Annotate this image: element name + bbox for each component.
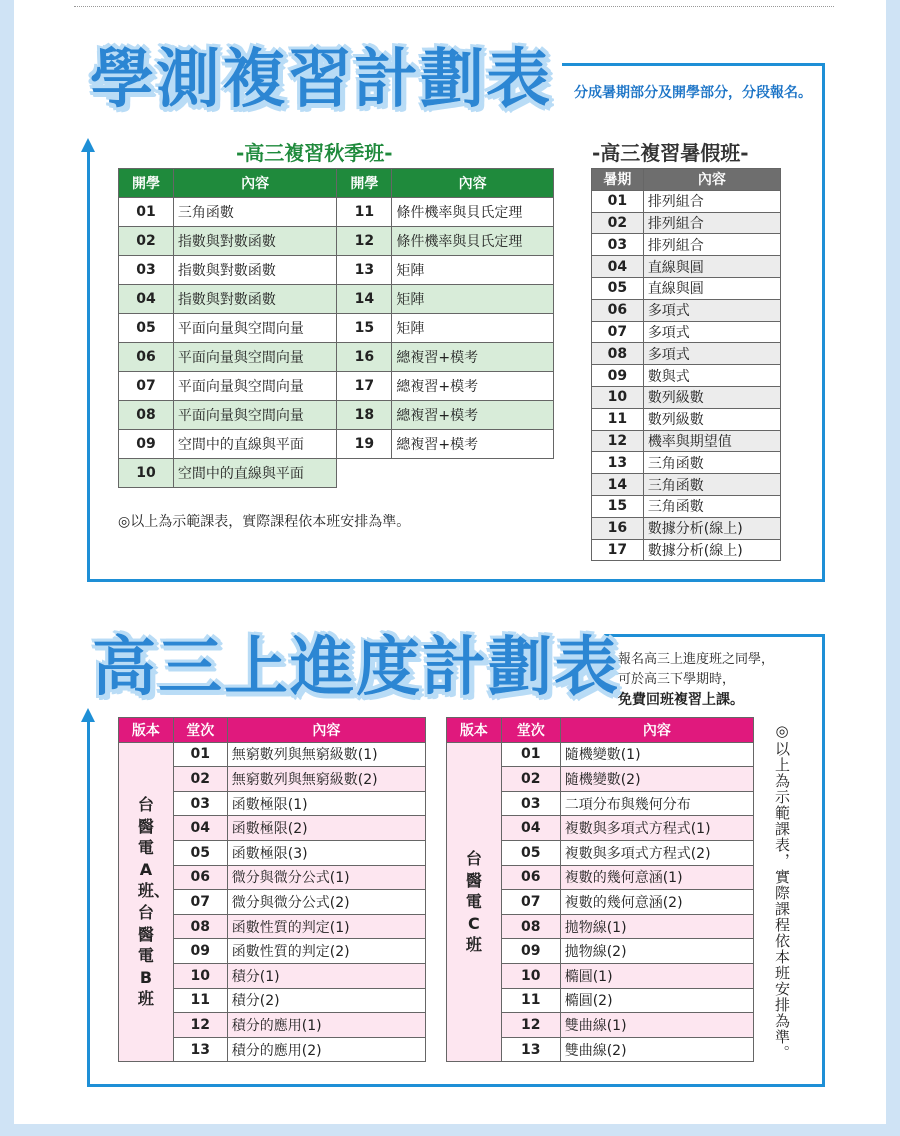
lesson-content: 數與式 (643, 365, 780, 387)
session-content: 函數性質的判定(2) (227, 939, 425, 964)
lesson-number: 01 (119, 198, 174, 227)
lesson-content: 三角函數 (643, 474, 780, 496)
session-content: 積分(1) (227, 963, 425, 988)
section2-note-line2: 可於高三下學期時， (618, 672, 736, 687)
fall-class-title: -高三複習秋季班- (236, 141, 393, 165)
session-number: 02 (501, 767, 560, 792)
table-row (119, 285, 554, 314)
lesson-number: 15 (592, 495, 644, 517)
lesson-number: 12 (337, 227, 392, 256)
lesson-content: 矩陣 (392, 314, 554, 343)
fall-schedule-table (118, 168, 554, 488)
lesson-number: 07 (592, 321, 644, 343)
class-version-label: 台醫電C班 (465, 848, 482, 955)
table-row (119, 256, 554, 285)
progress-table-ab (118, 717, 426, 1062)
lesson-content: 指數與對數函數 (173, 256, 337, 285)
top-dotted-divider (74, 6, 834, 7)
session-number: 13 (173, 1037, 227, 1062)
section2-top-border (604, 634, 824, 637)
table-row (592, 452, 781, 474)
lesson-number: 04 (592, 256, 644, 278)
empty-cell (337, 459, 392, 488)
lesson-number: 10 (119, 459, 174, 488)
table-row (119, 343, 554, 372)
session-number: 06 (173, 865, 227, 890)
lesson-content: 指數與對數函數 (173, 285, 337, 314)
session-content: 二項分布與幾何分布 (560, 791, 753, 816)
header-content: 內容 (643, 169, 780, 191)
lesson-number: 08 (119, 401, 174, 430)
empty-cell (392, 459, 554, 488)
lesson-number: 16 (337, 343, 392, 372)
lesson-content: 數列級數 (643, 386, 780, 408)
section1-frame-right-top (819, 63, 825, 153)
lesson-number: 14 (592, 474, 644, 496)
session-number: 08 (173, 914, 227, 939)
lesson-number: 06 (119, 343, 174, 372)
lesson-number: 02 (119, 227, 174, 256)
session-content: 微分與微分公式(1) (227, 865, 425, 890)
lesson-content: 數據分析(線上) (643, 539, 780, 561)
session-content: 微分與微分公式(2) (227, 890, 425, 915)
session-content: 複數與多項式方程式(2) (560, 840, 753, 865)
header-content: 內容 (173, 169, 337, 198)
session-number: 07 (173, 890, 227, 915)
section2-side-note: ◎以上為示範課表，實際課程依本班安排為準。 (773, 722, 791, 1061)
section2-note-line3: 免費回班複習上課。 (618, 692, 744, 708)
table-row (592, 299, 781, 321)
header-term: 開學 (337, 169, 392, 198)
lesson-content: 三角函數 (173, 198, 337, 227)
lesson-content: 平面向量與空間向量 (173, 401, 337, 430)
header-term: 開學 (119, 169, 174, 198)
lesson-content: 空間中的直線與平面 (173, 430, 337, 459)
lesson-content: 數據分析(線上) (643, 517, 780, 539)
session-number: 10 (501, 963, 560, 988)
table-row (592, 386, 781, 408)
session-content: 無窮數列與無窮級數(2) (227, 767, 425, 792)
header-session: 堂次 (173, 718, 227, 743)
lesson-content: 總複習+模考 (392, 401, 554, 430)
session-content: 隨機變數(2) (560, 767, 753, 792)
header-content: 內容 (392, 169, 554, 198)
lesson-content: 平面向量與空間向量 (173, 372, 337, 401)
progress-table-c (446, 717, 754, 1062)
lesson-number: 03 (592, 234, 644, 256)
session-content: 複數的幾何意涵(2) (560, 890, 753, 915)
table-row (592, 277, 781, 299)
table-row (447, 742, 754, 767)
session-number: 07 (501, 890, 560, 915)
class-version (119, 742, 174, 1062)
session-number: 06 (501, 865, 560, 890)
header-content: 內容 (227, 718, 425, 743)
session-number: 05 (501, 840, 560, 865)
table-row (119, 742, 426, 767)
lesson-number: 13 (592, 452, 644, 474)
section2-note (618, 650, 774, 710)
lesson-content: 總複習+模考 (392, 343, 554, 372)
table-row (119, 401, 554, 430)
lesson-content: 平面向量與空間向量 (173, 314, 337, 343)
table-row (119, 430, 554, 459)
arrow-up-icon (81, 138, 95, 152)
table-row (592, 321, 781, 343)
lesson-number: 09 (592, 365, 644, 387)
session-content: 積分的應用(1) (227, 1013, 425, 1038)
table-row (592, 256, 781, 278)
session-number: 09 (173, 939, 227, 964)
lesson-content: 直線與圓 (643, 277, 780, 299)
session-content: 函數極限(3) (227, 840, 425, 865)
class-version (447, 742, 502, 1062)
lesson-content: 指數與對數函數 (173, 227, 337, 256)
table-row (592, 365, 781, 387)
lesson-content: 條件機率與貝氏定理 (392, 227, 554, 256)
header-content: 內容 (560, 718, 753, 743)
summer-class-title: -高三複習暑假班- (592, 141, 749, 165)
arrow-up-icon (81, 708, 95, 722)
lesson-number: 01 (592, 190, 644, 212)
table-row (592, 190, 781, 212)
lesson-content: 矩陣 (392, 256, 554, 285)
session-content: 複數與多項式方程式(1) (560, 816, 753, 841)
lesson-content: 平面向量與空間向量 (173, 343, 337, 372)
lesson-content: 排列組合 (643, 190, 780, 212)
lesson-content: 總複習+模考 (392, 430, 554, 459)
session-number: 12 (501, 1013, 560, 1038)
lesson-number: 07 (119, 372, 174, 401)
section2-note-line1: 報名高三上進度班之同學， (618, 652, 775, 667)
lesson-number: 12 (592, 430, 644, 452)
lesson-number: 02 (592, 212, 644, 234)
lesson-number: 10 (592, 386, 644, 408)
lesson-content: 空間中的直線與平面 (173, 459, 337, 488)
lesson-content: 數列級數 (643, 408, 780, 430)
session-content: 雙曲線(1) (560, 1013, 753, 1038)
table-row (592, 212, 781, 234)
session-content: 橢圓(1) (560, 963, 753, 988)
lesson-content: 條件機率與貝氏定理 (392, 198, 554, 227)
lesson-content: 機率與期望值 (643, 430, 780, 452)
page (14, 0, 886, 1124)
lesson-number: 05 (592, 277, 644, 299)
lesson-content: 矩陣 (392, 285, 554, 314)
lesson-content: 排列組合 (643, 212, 780, 234)
lesson-content: 三角函數 (643, 452, 780, 474)
session-number: 08 (501, 914, 560, 939)
lesson-number: 04 (119, 285, 174, 314)
lesson-number: 14 (337, 285, 392, 314)
header-session: 堂次 (501, 718, 560, 743)
section1-title: 學測複習計劃表 (90, 43, 552, 117)
table-row (592, 539, 781, 561)
table-row (592, 234, 781, 256)
lesson-number: 05 (119, 314, 174, 343)
session-number: 13 (501, 1037, 560, 1062)
session-number: 02 (173, 767, 227, 792)
table-row (592, 430, 781, 452)
session-content: 函數極限(1) (227, 791, 425, 816)
session-content: 積分的應用(2) (227, 1037, 425, 1062)
table-row (592, 474, 781, 496)
section1-top-border (562, 63, 822, 66)
session-content: 橢圓(2) (560, 988, 753, 1013)
header-summer: 暑期 (592, 169, 644, 191)
header-version: 版本 (447, 718, 502, 743)
header-version: 版本 (119, 718, 174, 743)
lesson-content: 多項式 (643, 299, 780, 321)
lesson-content: 多項式 (643, 343, 780, 365)
table-row (592, 343, 781, 365)
lesson-number: 06 (592, 299, 644, 321)
session-number: 04 (173, 816, 227, 841)
lesson-content: 直線與圓 (643, 256, 780, 278)
session-number: 12 (173, 1013, 227, 1038)
lesson-number: 11 (337, 198, 392, 227)
session-number: 03 (173, 791, 227, 816)
session-number: 03 (501, 791, 560, 816)
session-content: 函數性質的判定(1) (227, 914, 425, 939)
section2-title: 高三上進度計劃表 (92, 631, 620, 705)
table-row (592, 495, 781, 517)
session-number: 11 (501, 988, 560, 1013)
session-content: 複數的幾何意涵(1) (560, 865, 753, 890)
session-content: 積分(2) (227, 988, 425, 1013)
session-content: 拋物線(2) (560, 939, 753, 964)
session-number: 05 (173, 840, 227, 865)
lesson-number: 11 (592, 408, 644, 430)
table-row (119, 459, 554, 488)
table-row (119, 227, 554, 256)
session-number: 01 (501, 742, 560, 767)
class-version-label: 台醫電A班、台醫電B班 (137, 794, 170, 1009)
lesson-number: 09 (119, 430, 174, 459)
lesson-content: 多項式 (643, 321, 780, 343)
lesson-number: 13 (337, 256, 392, 285)
section1-enroll-note: 分成暑期部分及開學部分，分段報名。 (574, 85, 812, 101)
lesson-number: 18 (337, 401, 392, 430)
section2-frame-right-top (819, 634, 825, 724)
lesson-number: 16 (592, 517, 644, 539)
lesson-content: 三角函數 (643, 495, 780, 517)
session-content: 隨機變數(1) (560, 742, 753, 767)
lesson-content: 總複習+模考 (392, 372, 554, 401)
lesson-content: 排列組合 (643, 234, 780, 256)
table-row (592, 517, 781, 539)
lesson-number: 15 (337, 314, 392, 343)
lesson-number: 17 (337, 372, 392, 401)
fall-footnote: ◎以上為示範課表，實際課程依本班安排為準。 (118, 514, 411, 530)
table-row (119, 198, 554, 227)
session-content: 無窮數列與無窮級數(1) (227, 742, 425, 767)
lesson-number: 03 (119, 256, 174, 285)
session-number: 10 (173, 963, 227, 988)
summer-schedule-table (591, 168, 781, 561)
session-number: 11 (173, 988, 227, 1013)
session-content: 函數極限(2) (227, 816, 425, 841)
lesson-number: 08 (592, 343, 644, 365)
table-row (119, 372, 554, 401)
session-number: 01 (173, 742, 227, 767)
table-row (592, 408, 781, 430)
session-number: 04 (501, 816, 560, 841)
session-content: 雙曲線(2) (560, 1037, 753, 1062)
session-content: 拋物線(1) (560, 914, 753, 939)
lesson-number: 19 (337, 430, 392, 459)
session-number: 09 (501, 939, 560, 964)
lesson-number: 17 (592, 539, 644, 561)
table-row (119, 314, 554, 343)
